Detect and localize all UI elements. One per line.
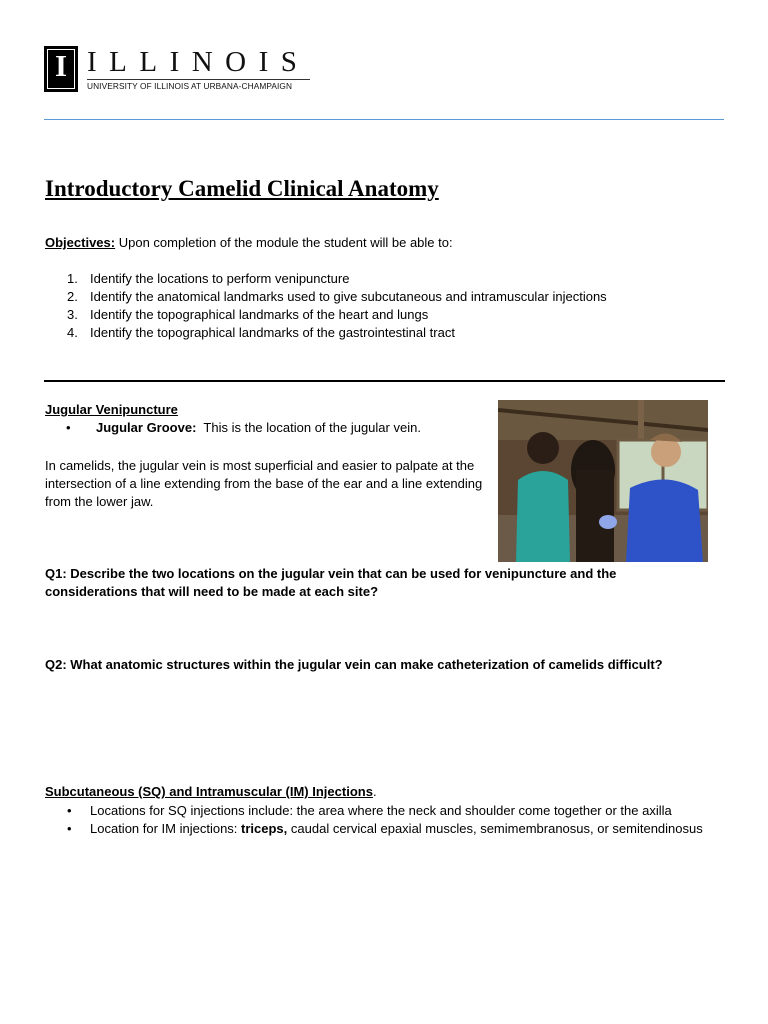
injections-heading: Subcutaneous (SQ) and Intramuscular (IM) Injections — [45, 784, 373, 799]
page-title: Introductory Camelid Clinical Anatomy — [45, 176, 439, 201]
list-item: 1. Identify the locations to perform venipuncture — [67, 271, 350, 286]
logo-wordmark: ILLINOIS — [87, 46, 310, 78]
jugular-groove-label: Jugular Groove: — [96, 420, 197, 435]
list-item: 3. Identify the topographical landmarks of the heart and lungs — [67, 307, 429, 322]
list-item: • Location for IM injections: triceps, caudal cervical epaxial muscles, semimembranosus, or semitendinosus — [67, 821, 703, 836]
logo-letter: I — [54, 48, 68, 83]
objectives-text: Upon completion of the module the student will be able to: — [118, 235, 453, 250]
injections-heading-row: Subcutaneous (SQ) and Intramuscular (IM) Injections. — [45, 784, 377, 799]
question-2: Q2: What anatomic structures within the jugular vein can make catheterization of camelids difficult? — [45, 657, 663, 672]
injections-list — [45, 802, 715, 838]
venipuncture-photo — [498, 400, 708, 562]
jugular-groove-text: This is the location of the jugular vein. — [203, 420, 421, 435]
logo-rule — [87, 79, 310, 80]
header-divider — [44, 119, 724, 120]
logo-subtitle: UNIVERSITY OF ILLINOIS AT URBANA-CHAMPAIGN — [87, 81, 293, 91]
objectives-intro — [45, 234, 453, 252]
university-logo — [44, 46, 312, 94]
list-item: 2. Identify the anatomical landmarks used to give subcutaneous and intramuscular injections — [67, 289, 607, 304]
objectives-label: Objectives: — [45, 235, 116, 250]
question-1: Q1: Describe the two locations on the jugular vein that can be used for venipuncture and the considerations that will need to be made at each site? — [45, 566, 617, 599]
objectives-list — [45, 270, 607, 342]
section-divider — [44, 380, 725, 382]
bullet-icon: • — [67, 803, 72, 818]
bullet-icon: • — [67, 821, 72, 836]
block-i-icon — [44, 46, 78, 92]
bullet-icon: • — [66, 420, 71, 435]
jugular-heading: Jugular Venipuncture — [45, 402, 178, 417]
list-item: • Locations for SQ injections include: the area where the neck and shoulder come together or the axilla — [67, 803, 672, 818]
list-item: 4. Identify the topographical landmarks of the gastrointestinal tract — [67, 325, 455, 340]
jugular-paragraph: In camelids, the jugular vein is most superficial and easier to palpate at the intersection of a line extending from the base of the ear and a line extending from the lower jaw. — [45, 458, 483, 509]
